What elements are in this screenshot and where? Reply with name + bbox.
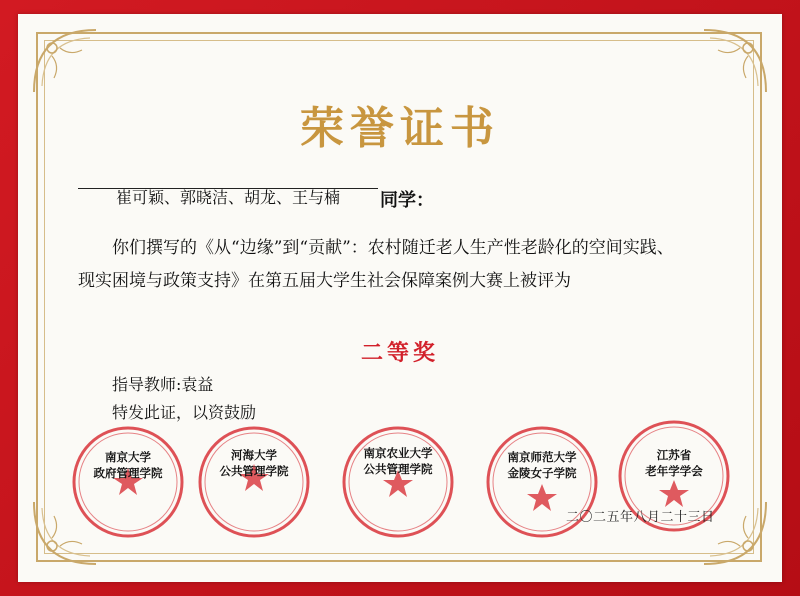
seal-nju-government-school <box>70 424 186 540</box>
body-line-1-text: 你们撰写的《从“边缘”到“贡献”：农村随迁老人生产性老龄化的空间实践、 <box>112 238 674 258</box>
award-level: 二等奖 <box>360 340 439 366</box>
seal-2-line2: 公共管理学院 <box>219 464 289 478</box>
seal-hohai-public-admin <box>196 424 312 540</box>
corner-ornament-top-right <box>700 26 770 96</box>
seal-stamp-graphic <box>196 424 312 540</box>
seal-4-line2: 金陵女子学院 <box>507 466 577 480</box>
seal-4-line1: 南京师范大学 <box>507 450 577 464</box>
certificate-body <box>78 232 738 298</box>
recipient-names: 崔可颖、郭晓洁、胡龙、王与楠 <box>115 188 340 207</box>
seal-2-line1: 河海大学 <box>231 448 277 462</box>
certificate-title: 荣誉证书 <box>300 103 500 154</box>
advisor-line: 指导教师:袁益 <box>112 375 214 394</box>
issued-note: 特发此证，以资鼓励 <box>112 403 257 422</box>
seal-5-line1: 江苏省 <box>656 448 692 462</box>
issue-date: 二〇二五年八月二十三日 <box>566 510 715 525</box>
body-line-1 <box>78 232 738 265</box>
seal-1-line1: 南京大学 <box>105 450 151 464</box>
seal-1-line2: 政府管理学院 <box>93 466 163 480</box>
seal-3-line1: 南京农业大学 <box>363 446 433 460</box>
seal-njau-public-admin <box>340 424 456 540</box>
seal-stamp-graphic <box>70 424 186 540</box>
seal-5-line2: 老年学学会 <box>645 464 703 478</box>
salutation: 同学： <box>380 190 434 211</box>
body-line-2: 现实困境与政策支持》在第五届大学生社会保障案例大赛上被评为 <box>78 271 571 291</box>
corner-ornament-top-left <box>30 26 100 96</box>
seal-stamp-graphic <box>340 424 456 540</box>
seal-3-line2: 公共管理学院 <box>363 462 433 476</box>
